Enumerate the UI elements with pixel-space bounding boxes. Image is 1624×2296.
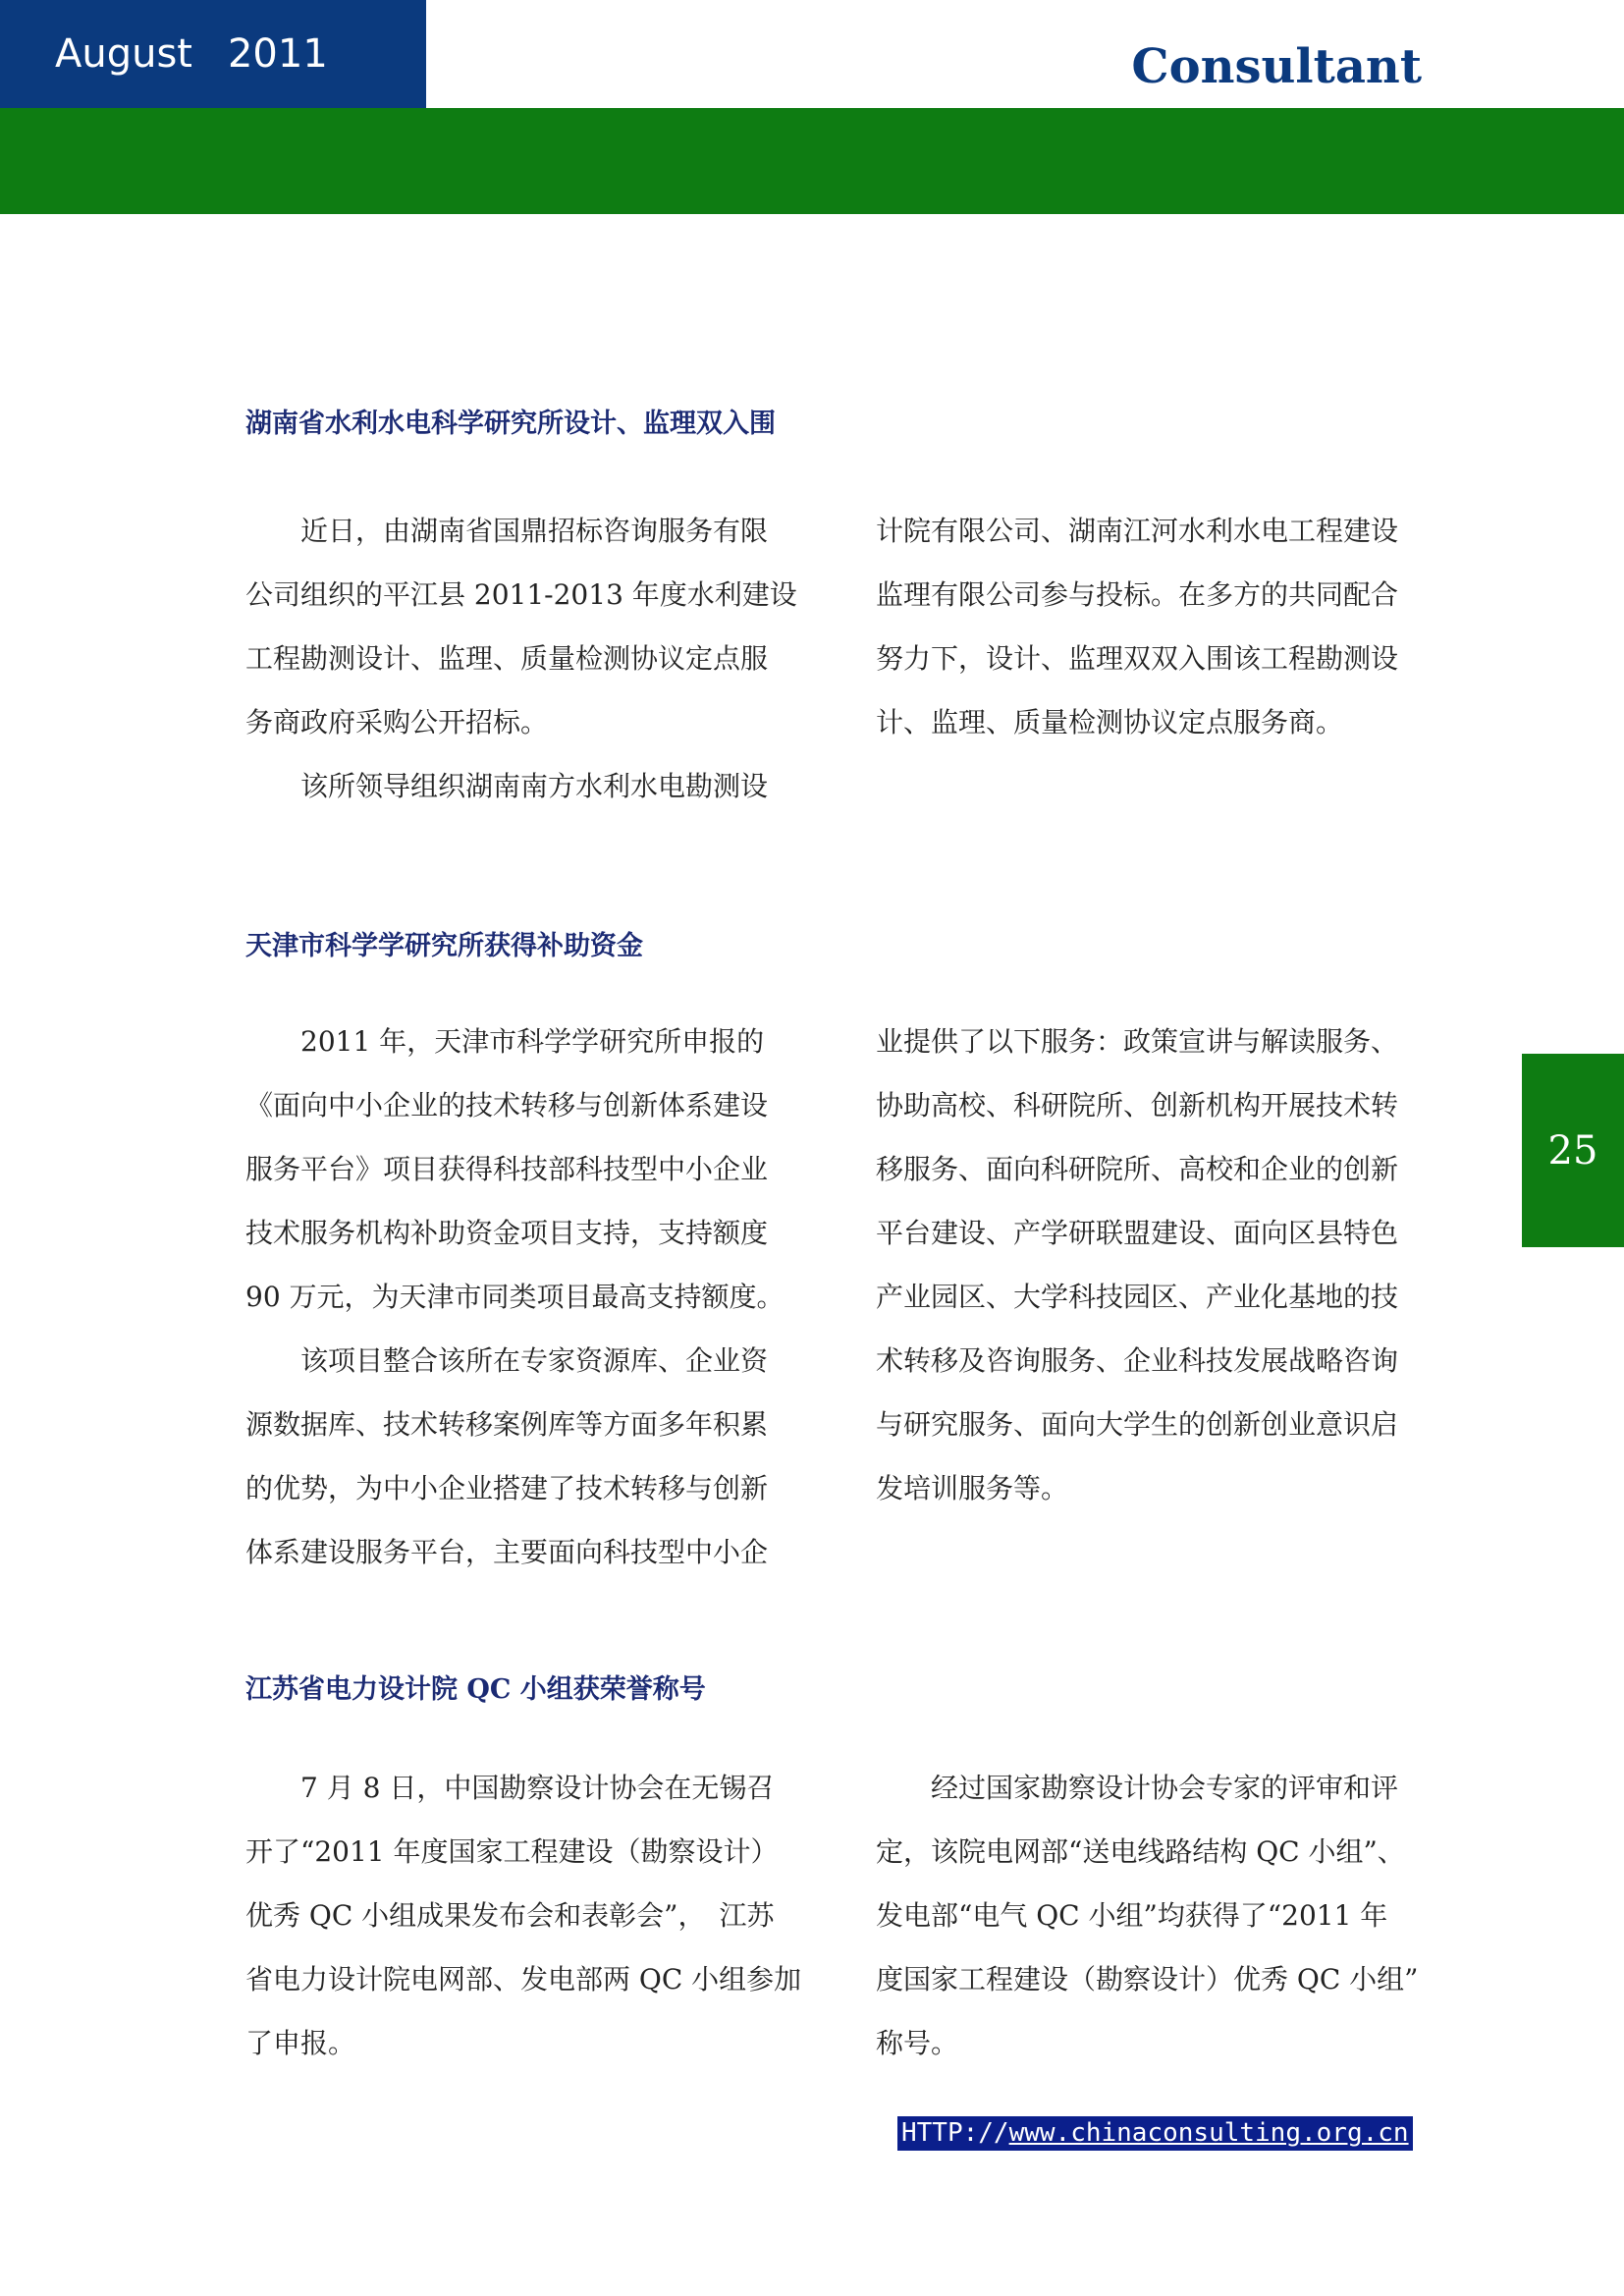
text-line: 优秀 QC 小组成果发布会和表彰会”， 江苏 xyxy=(245,1899,775,1932)
text-line: 技术服务机构补助资金项目支持，支持额度 xyxy=(245,1217,769,1249)
text-line: 发电部“电气 QC 小组”均获得了“2011 年 xyxy=(876,1899,1388,1932)
article-jiangsu-left-column xyxy=(245,1756,802,2075)
text-line: 发培训服务等。 xyxy=(876,1472,1069,1504)
text-line: 源数据库、技术转移案例库等方面多年积累 xyxy=(245,1408,769,1441)
text-line: 工程勘测设计、监理、质量检测协议定点服 xyxy=(245,642,769,675)
text-line: 90 万元，为天津市同类项目最高支持额度。 xyxy=(245,1281,785,1313)
text-line: 计院有限公司、湖南江河水利水电工程建设 xyxy=(876,515,1399,547)
text-line: 务商政府采购公开招标。 xyxy=(245,706,549,738)
issue-date-block xyxy=(0,0,426,108)
text-line: 产业园区、大学科技园区、产业化基地的技 xyxy=(876,1281,1399,1313)
text-line: 《面向中小企业的技术转移与创新体系建设 xyxy=(245,1089,769,1121)
text-line: 术转移及咨询服务、企业科技发展战略咨询 xyxy=(876,1344,1399,1377)
text-line: 该所领导组织湖南南方水利水电勘测设 xyxy=(245,770,769,802)
website-link-domain: www.chinaconsulting.org.cn xyxy=(1008,2118,1409,2148)
text-line: 近日，由湖南省国鼎招标咨询服务有限 xyxy=(245,515,769,547)
text-line: 该项目整合该所在专家资源库、企业资 xyxy=(245,1344,769,1377)
article-title-tianjin: 天津市科学学研究所获得补助资金 xyxy=(245,931,643,961)
page-number-tab xyxy=(1522,1054,1624,1247)
text-line: 服务平台》项目获得科技部科技型中小企业 xyxy=(245,1153,769,1185)
text-line: 2011 年，天津市科学学研究所申报的 xyxy=(245,1025,765,1058)
article-title-jiangsu: 江苏省电力设计院 QC 小组获荣誉称号 xyxy=(245,1674,706,1705)
issue-year: 2011 xyxy=(227,31,328,77)
text-line: 开了“2011 年度国家工程建设（勘察设计） xyxy=(245,1835,779,1868)
article-tianjin-right-column xyxy=(876,1010,1426,1520)
text-line: 移服务、面向科研院所、高校和企业的创新 xyxy=(876,1153,1399,1185)
text-line: 努力下，设计、监理双双入围该工程勘测设 xyxy=(876,642,1399,675)
issue-month: August xyxy=(55,31,192,77)
text-line: 协助高校、科研院所、创新机构开展技术转 xyxy=(876,1089,1399,1121)
text-line: 的优势，为中小企业搭建了技术转移与创新 xyxy=(245,1472,769,1504)
article-title-hunan: 湖南省水利水电科学研究所设计、监理双入围 xyxy=(245,409,776,439)
magazine-title: Consultant xyxy=(1131,39,1422,94)
text-line: 称号。 xyxy=(876,2027,959,2059)
text-line: 监理有限公司参与投标。在多方的共同配合 xyxy=(876,578,1399,611)
text-line: 平台建设、产学研联盟建设、面向区县特色 xyxy=(876,1217,1399,1249)
text-line: 经过国家勘察设计协会专家的评审和评 xyxy=(876,1772,1399,1804)
text-line: 业提供了以下服务：政策宣讲与解读服务、 xyxy=(876,1025,1399,1058)
article-jiangsu-right-column xyxy=(876,1756,1426,2075)
page-number: 25 xyxy=(1547,1127,1598,1174)
text-line: 省电力设计院电网部、发电部两 QC 小组参加 xyxy=(245,1963,802,1995)
article-hunan-left-column xyxy=(245,499,795,818)
article-hunan-right-column xyxy=(876,499,1426,754)
website-link-prefix: HTTP:// xyxy=(901,2118,1009,2148)
text-line: 定，该院电网部“送电线路结构 QC 小组”、 xyxy=(876,1835,1405,1868)
text-line: 公司组织的平江县 2011-2013 年度水利建设 xyxy=(245,578,797,611)
text-line: 7 月 8 日，中国勘察设计协会在无锡召 xyxy=(245,1772,775,1804)
text-line: 度国家工程建设（勘察设计）优秀 QC 小组” xyxy=(876,1963,1419,1995)
text-line: 体系建设服务平台，主要面向科技型中小企 xyxy=(245,1536,769,1568)
website-link[interactable] xyxy=(897,2116,1413,2151)
text-line: 了申报。 xyxy=(245,2027,356,2059)
article-tianjin-left-column xyxy=(245,1010,795,1584)
header-green-band xyxy=(0,108,1624,214)
text-line: 与研究服务、面向大学生的创新创业意识启 xyxy=(876,1408,1399,1441)
text-line: 计、监理、质量检测协议定点服务商。 xyxy=(876,706,1344,738)
